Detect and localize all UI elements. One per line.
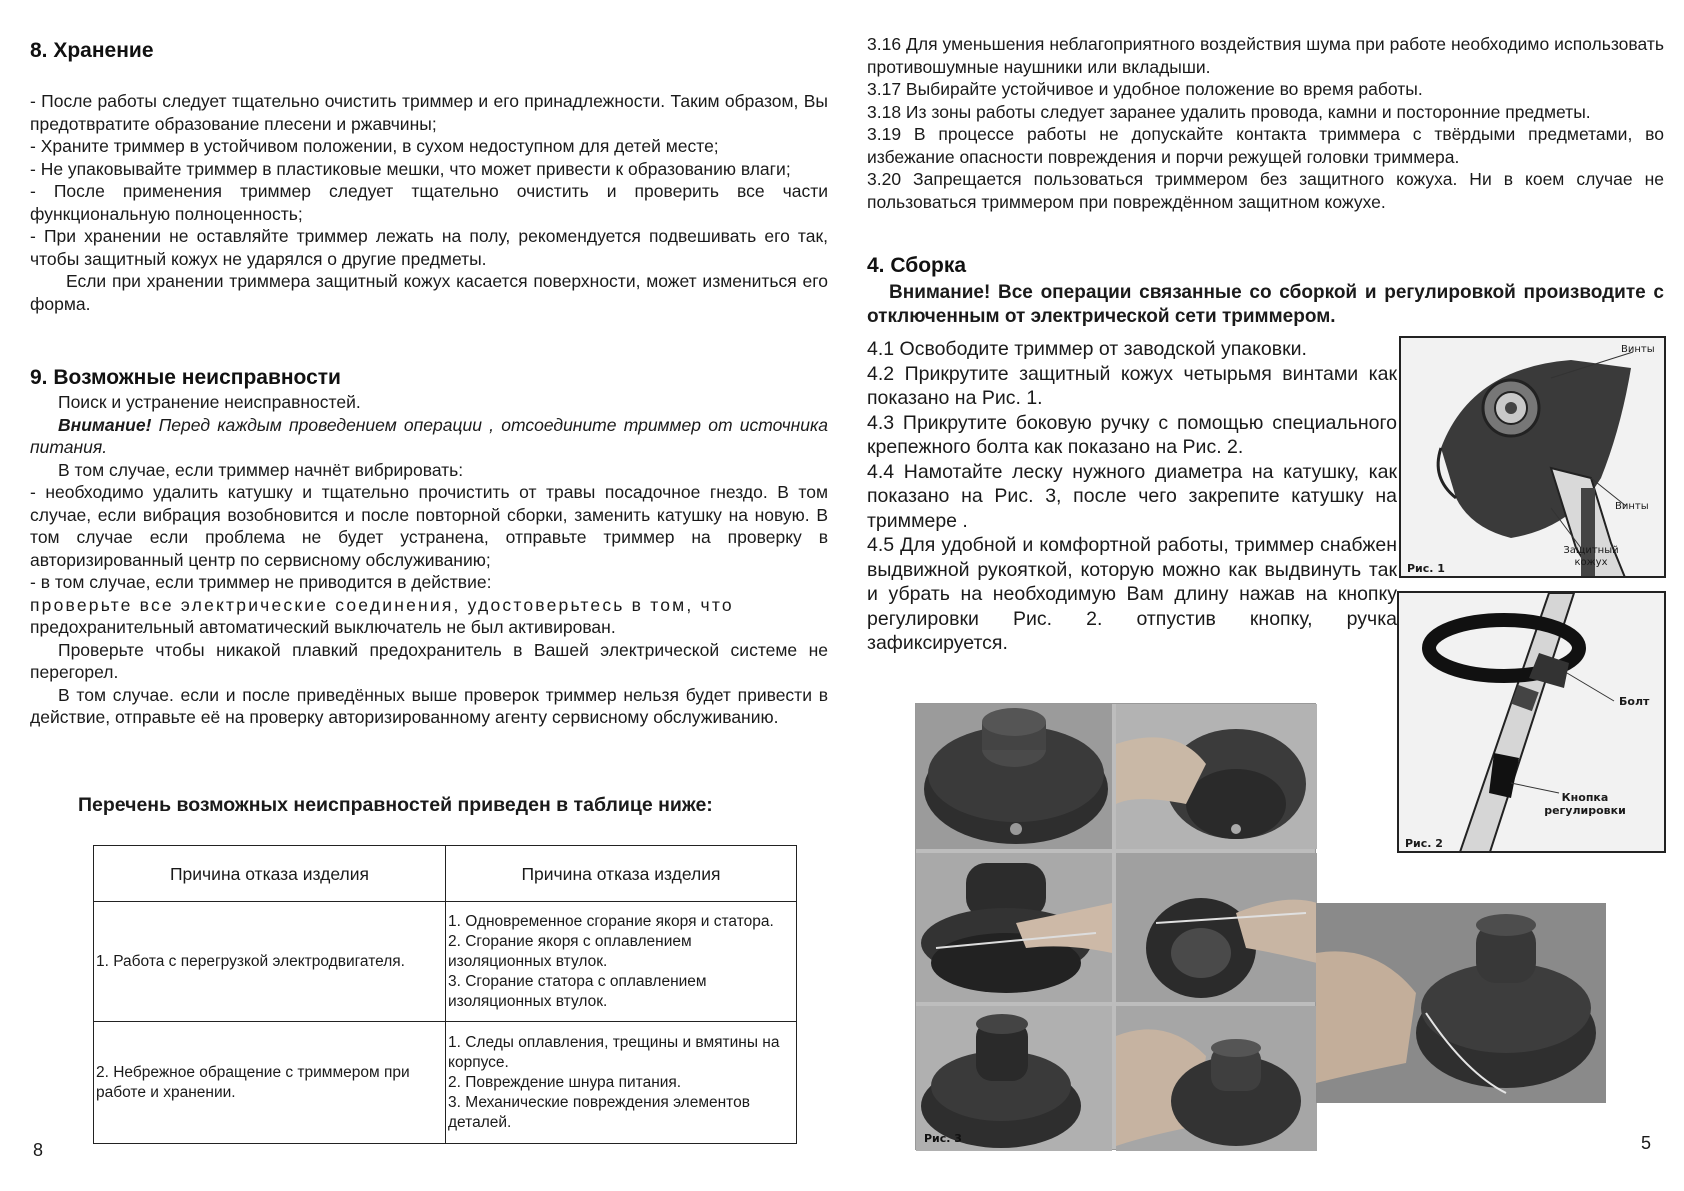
spool-large-drawing xyxy=(1316,903,1606,1103)
safety-items xyxy=(867,33,1664,213)
spool-line-1-drawing xyxy=(916,853,1112,1002)
storage-paragraph: - При хранении не оставляйте триммер лежать на полу, рекомендуется подвешивать его так, чтобы защитный кожух не ударялся о другие предметы. xyxy=(30,226,828,269)
photo-spool-hand-2 xyxy=(1116,1006,1317,1151)
faults-warning xyxy=(30,414,828,459)
spool-assembled-drawing xyxy=(916,1006,1112,1151)
safety-item: 3.16 Для уменьшения неблагоприятного воздействия шума при работе необходимо использовать противошумные наушники или вкладыши. xyxy=(867,34,1664,77)
storage-section xyxy=(30,90,828,315)
storage-paragraph: - Храните триммер в устойчивом положении, в сухом недоступном для детей месте; xyxy=(30,136,719,156)
spool-line-2-drawing xyxy=(1116,853,1317,1002)
effect-item: 2. Повреждение шнура питания. xyxy=(448,1073,682,1091)
storage-paragraph: Если при хранении триммера защитный кожух касается поверхности, может измениться его форма. xyxy=(30,271,828,314)
table-row xyxy=(94,1022,797,1144)
assembly-step: 4.2 Прикрутите защитный кожух четырьмя винтами как показано на Рис. 1. xyxy=(867,362,1397,409)
fuse-text: Проверьте чтобы никакой плавкий предохранитель в Вашей электрической системе не перегорел. xyxy=(30,639,828,682)
warning-text: Перед каждым проведением операции , отсоедините триммер от источника питания. xyxy=(30,414,828,457)
effect-item: 3. Механические повреждения элементов деталей. xyxy=(448,1093,750,1131)
storage-paragraph: - После работы следует тщательно очистить триммер и его принадлежности. Таким образом, Вы предотвратите образование плесени и ржавчины; xyxy=(30,91,828,134)
effect-item: 3. Сгорание статора с оплавлением изоляционных втулок. xyxy=(448,972,707,1010)
photo-spool-hand-1 xyxy=(1116,704,1317,849)
assembly-step: 4.1 Освободите триммер от заводской упаковки. xyxy=(867,338,1307,360)
figure-1 xyxy=(1399,336,1666,578)
figure-3-caption: Рис. 3 xyxy=(924,1132,962,1145)
safety-item: 3.20 Запрещается пользоваться триммером без защитного кожуха. Ни в коем случае не пользоваться триммером при повреждённом защитном кожухе. xyxy=(867,169,1664,212)
table-caption: Перечень возможных неисправностей приведен в таблице ниже: xyxy=(78,794,713,816)
warning-label: Внимание! xyxy=(58,414,152,435)
storage-paragraph: - Не упаковывайте триммер в пластиковые мешки, что может привести к образованию влаги; xyxy=(30,158,791,179)
assembly-warning: Внимание! Все операции связанные со сборкой и регулировкой производите с отключенным от электрической сети триммером. xyxy=(867,282,1664,327)
figure-2-label-bolt: Болт xyxy=(1619,695,1650,708)
figure-1-caption: Рис. 1 xyxy=(1407,562,1445,575)
assembly-step: 4.4 Намотайте леску нужного диаметра на катушку, как показано на Рис. 3, после чего закрепите катушку на триммере . xyxy=(867,460,1397,532)
page-number-left: 8 xyxy=(33,1140,44,1160)
safety-item: 3.19 В процессе работы не допускайте контакта триммера с твёрдыми предметами, во избежание опасности повреждения и порчи режущей головки триммера. xyxy=(867,124,1664,167)
assembly-steps xyxy=(867,337,1397,656)
figure-2 xyxy=(1397,591,1666,853)
table-header: Причина отказа изделия xyxy=(94,846,446,902)
safety-item: 3.18 Из зоны работы следует заранее удалить провода, камни и посторонние предметы. xyxy=(867,101,1591,122)
assembly-heading: 4. Сборка xyxy=(867,254,967,277)
table-cell-effects xyxy=(446,902,797,1022)
vibration-text: - необходимо удалить катушку и тщательно прочистить от травы посадочное гнездо. В том случае, если вибрация возобновится и после повторной сборки, заменить катушку на новую. В том случае если проблема не будет устранена, отправьте триммер на проверку в авторизированный центр по сервисному обслуживанию; xyxy=(30,482,828,570)
breaker-text: предохранительный автоматический выключатель не был активирован. xyxy=(30,617,616,637)
spool-closed-drawing xyxy=(916,704,1112,849)
assembly-step: 4.5 Для удобной и комфортной работы, триммер снабжен выдвижной рукояткой, которую можно как выдвинуть так и убрать на необходимую Вам длину нажав на кнопку регулировки Рис. 2. отпустив кнопку, ручка зафиксируется. xyxy=(867,534,1397,654)
spool-hand-2-drawing xyxy=(1116,1006,1317,1151)
check-connections: проверьте все электрические соединения, удостоверьтесь в том, что xyxy=(30,594,734,615)
storage-heading: 8. Хранение xyxy=(30,39,154,62)
photo-spool-closed xyxy=(916,704,1112,849)
faults-section xyxy=(30,391,828,729)
photo-spool-line-2 xyxy=(1116,853,1317,1002)
figure-1-label-screws-bottom: Винты xyxy=(1615,501,1649,512)
figure-2-caption: Рис. 2 xyxy=(1405,837,1443,850)
photo-spool-large xyxy=(1316,903,1606,1103)
photo-spool-assembled xyxy=(916,1006,1112,1151)
table-row xyxy=(94,902,797,1022)
figure-1-drawing xyxy=(1401,338,1666,578)
no-start-intro: - в том случае, если триммер не приводится в действие: xyxy=(30,572,492,592)
table-header-row xyxy=(94,846,797,902)
spool-hand-1-drawing xyxy=(1116,704,1317,849)
table-cell-cause: 2. Небрежное обращение с триммером при работе и хранении. xyxy=(94,1022,446,1144)
figure-1-label-screws-top: Винты xyxy=(1621,344,1655,355)
figure-2-label-button: Кнопка регулировки xyxy=(1544,791,1626,817)
fault-table xyxy=(93,845,797,1144)
figure-1-label-guard: Защитный кожух xyxy=(1563,545,1619,568)
table-cell-cause: 1. Работа с перегрузкой электродвигателя. xyxy=(94,902,446,1022)
table-cell-effects xyxy=(446,1022,797,1144)
effect-item: 1. Следы оплавления, трещины и вмятины на корпусе. xyxy=(448,1033,780,1071)
faults-intro: Поиск и устранение неисправностей. xyxy=(58,392,361,412)
table-header: Причина отказа изделия xyxy=(446,846,797,902)
safety-item: 3.17 Выбирайте устойчивое и удобное положение во время работы. xyxy=(867,79,1423,99)
photo-spool-line-1 xyxy=(916,853,1112,1002)
effect-item: 2. Сгорание якоря с оплавлением изоляционных втулок. xyxy=(448,932,692,970)
page-number-right: 5 xyxy=(1641,1133,1652,1153)
final-text: В том случае. если и после приведённых выше проверок триммер нельзя будет привести в действие, отправьте её на проверку авторизированному агенту сервисному обслуживанию. xyxy=(30,684,828,727)
vibration-intro: В том случае, если триммер начнёт вибрировать: xyxy=(58,459,464,480)
faults-heading: 9. Возможные неисправности xyxy=(30,366,341,389)
effect-item: 1. Одновременное сгорание якоря и статора. xyxy=(448,912,774,930)
assembly-step: 4.3 Прикрутите боковую ручку с помощью специального крепежного болта как показано на Рис. 2. xyxy=(867,411,1397,458)
storage-paragraph: - После применения триммер следует тщательно очистить и проверить все части функциональную полноценность; xyxy=(30,181,828,224)
figure-3 xyxy=(915,703,1316,1150)
